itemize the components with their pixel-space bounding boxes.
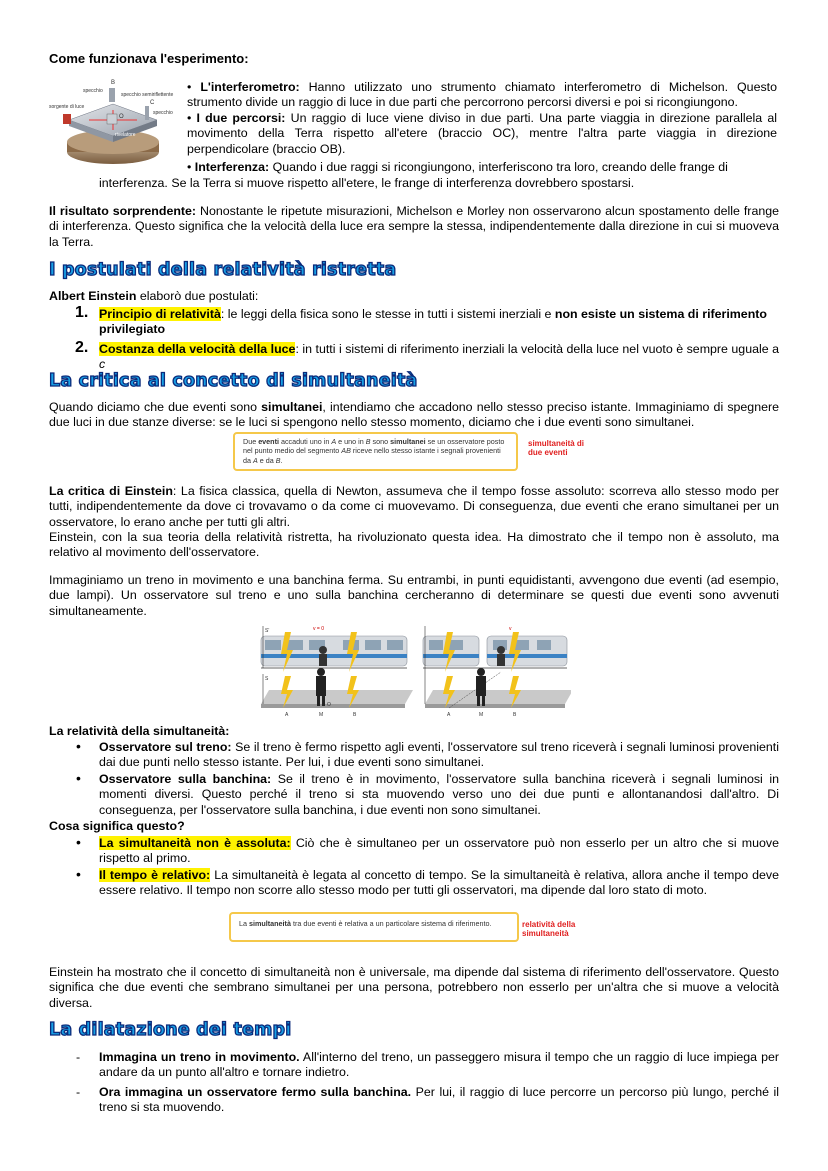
item-interferometro: • L'interferometro: Hanno utilizzato uno strumento chiamato interferometro di Michelson. Questo strumento divide un raggio di luce in due parti che percorrono percorsi diversi e poi si ricongiungono. bbox=[187, 80, 777, 110]
fig-label-o: O bbox=[119, 114, 124, 120]
c1-c: accaduti uno in bbox=[278, 437, 332, 446]
cosa-item-2-label: Il tempo è relativo: bbox=[99, 868, 211, 882]
c1-n: B bbox=[275, 455, 281, 465]
text-interferenza-2: interferenza. Se la Terra si muove rispetto all'etere, le frange di interferenza dovrebbero spostarsi. bbox=[99, 176, 635, 190]
label-interferenza: Interferenza: bbox=[194, 160, 270, 174]
interferometer-figure bbox=[49, 76, 177, 168]
callout-simultaneita bbox=[233, 432, 518, 471]
c2-a: La bbox=[239, 919, 249, 928]
item-percorsi: • I due percorsi: Un raggio di luce viene diviso in due parti. Una parte viaggia in direzione parallela al movimento della Terra rispetto all'etere (braccio OC), mentre l'altra parte viaggia in direzione perpendicolare (braccio OB). bbox=[187, 111, 777, 156]
text-percorsi: Un raggio di luce viene diviso in due parti. Una parte viaggia in direzione parallela al movimento della Terra rispetto all'etere (braccio OC), mentre l'altra parte viaggia in direzione perpendicolare (braccio OB). bbox=[187, 111, 777, 156]
postulato-1-label: Principio di relatività bbox=[99, 307, 221, 321]
rel-title: La relatività della simultaneità: bbox=[49, 724, 230, 738]
cosa-bullet-2: • bbox=[76, 866, 81, 882]
cosa-item-2 bbox=[99, 868, 779, 899]
rel-item-2-text: Se il treno è in movimento, l'osservatore sulla banchina riceverà i segnali luminosi in momenti diversi. Questo perché il treno si sta muovendo verso uno dei due punti e allontanandosi dall'altro. Di conseguenza, per l'osservatore sulla banchina, i due eventi non sono simultanei. bbox=[99, 772, 779, 817]
intro-text: elaborò due postulati: bbox=[136, 289, 259, 303]
c1-i: se un osservatore posto nel punto medio del segmento bbox=[243, 437, 505, 456]
callout-relativita bbox=[229, 912, 519, 942]
c2-c: tra due eventi è relativa a un particolare sistema di riferimento. bbox=[290, 919, 492, 928]
rel-item-1-text: Se il treno è fermo rispetto agli eventi, l'osservatore sul treno riceverà i segnali luminosi provenienti dai due punti nello stesso istante. Per lui, i due eventi sono simultanei. bbox=[99, 740, 779, 770]
train-label-v0: v = 0 bbox=[313, 626, 324, 632]
p1-simultanei: simultanei bbox=[261, 400, 323, 414]
postulato-2 bbox=[99, 342, 779, 373]
label-einstein: La critica di Einstein bbox=[49, 484, 173, 498]
section-title-esperimento: Come funzionava l'esperimento: bbox=[49, 51, 249, 66]
rel-item-1-label: Osservatore sul treno: bbox=[99, 740, 232, 754]
item-interferenza: • Interferenza: Quando i due raggi si ricongiungono, interferiscono tra loro, creando delle frange di bbox=[187, 160, 728, 174]
intro-einstein: Albert Einstein bbox=[49, 289, 137, 303]
train-label-b: B bbox=[353, 712, 357, 718]
fig-label-specchio-semi: specchio semiriflettente bbox=[121, 92, 174, 98]
fig-label-specchio-top: specchio bbox=[83, 88, 103, 94]
train-label-s: S bbox=[265, 676, 269, 682]
paragraph-conclusione: Einstein ha mostrato che il concetto di simultaneità non è universale, ma dipende dal sistema di riferimento dell'osservatore. Questo significa che due eventi che sembrano simultanei per una persona, potrebbero non esserlo per un'altra che si muove a velocità diversa. bbox=[49, 965, 779, 1010]
train-panel-left bbox=[261, 626, 413, 718]
cosa-item-1 bbox=[99, 836, 779, 867]
paragraph-einstein-2: Einstein, con la sua teoria della relatività ristretta, ha rivoluzionato questa idea. Ha dimostrato che il tempo non è assoluto, ma relativo al movimento dell'osservatore. bbox=[49, 530, 779, 560]
c1-l: A bbox=[253, 455, 258, 465]
c1-k: riceve nello stesso istante i segnali provenienti da bbox=[243, 446, 501, 465]
callout-label-simultaneita: simultaneità di due eventi bbox=[528, 439, 585, 457]
rel-item-2 bbox=[99, 772, 779, 818]
cosa-bullet-1: • bbox=[76, 834, 81, 850]
train-label-m2: M bbox=[479, 712, 484, 718]
paragraph-treno: Immaginiamo un treno in movimento e una banchina ferma. Su entrambi, in punti equidistanti, avvengono due eventi (ad esempio, due lampi). Un osservatore sul treno e uno sulla banchina cercheranno di determinare se questi due eventi sono avvenuti simultaneamente. bbox=[49, 573, 779, 618]
callout-label-relativita: relatività della simultaneità bbox=[522, 920, 576, 938]
fig-label-c: C bbox=[150, 100, 155, 106]
rel-item-1 bbox=[99, 740, 779, 771]
dil-item-2-label: Ora immagina un osservatore fermo sulla banchina. bbox=[99, 1085, 412, 1099]
train-figure bbox=[257, 624, 571, 718]
p1-a: Quando diciamo che due eventi sono bbox=[49, 400, 262, 414]
text-interferometro: Hanno utilizzato uno strumento chiamato interferometro di Michelson. Questo strumento divide un raggio di luce in due parti che percorrono percorsi diversi e poi si ricongiungono. bbox=[187, 80, 777, 110]
rel-item-2-label: Osservatore sulla banchina: bbox=[99, 772, 272, 786]
cosa-item-1-text: Ciò che è simultaneo per un osservatore può non esserlo per un altro che si muove rispetto al primo. bbox=[99, 836, 779, 866]
heading-postulati: I postulati della relatività ristretta bbox=[49, 260, 397, 280]
c1-m: e da bbox=[257, 455, 276, 465]
c1-g: sono bbox=[370, 437, 391, 446]
train-label-v: v bbox=[509, 626, 512, 632]
dil-item-1-text: All'interno del treno, un passeggero misura il tempo che un raggio di luce impiega per andare da un punto all'altro e tornare indietro. bbox=[99, 1050, 779, 1080]
train-label-b2: B bbox=[513, 712, 517, 718]
fig-label-specchio-right: specchio bbox=[153, 110, 173, 116]
c1-e: e uno in bbox=[336, 437, 366, 446]
postulato-1-bold: non esiste un sistema di riferimento privilegiato bbox=[99, 307, 767, 337]
c1-d: A bbox=[331, 437, 337, 446]
label-percorsi: I due percorsi: bbox=[196, 111, 286, 125]
train-label-a2: A bbox=[447, 712, 451, 718]
paragraph-risultato bbox=[49, 204, 779, 250]
dil-dash-2: - bbox=[76, 1085, 81, 1099]
cosa-item-1-label: La simultaneità non è assoluta: bbox=[99, 836, 291, 850]
dil-item-2 bbox=[99, 1085, 779, 1116]
paragraph-simultanei bbox=[49, 400, 779, 431]
fig-label-b: B bbox=[111, 80, 116, 86]
fig-label-rivelatore: rivelatore bbox=[115, 132, 136, 138]
train-label-m: M bbox=[319, 712, 324, 718]
text-risultato: Nonostante le ripetute misurazioni, Michelson e Morley non osservarono alcun spostamento delle frange di interferenza. Questo significa che la velocità della luce era sempre la stessa, indipendentemente dalla direzione in cui si muoveva la Terra. bbox=[49, 204, 780, 249]
train-label-a: A bbox=[285, 712, 289, 718]
c1-j: AB bbox=[341, 446, 351, 456]
c1-b: eventi bbox=[258, 437, 279, 446]
postulato-2-text: : in tutti i sistemi di riferimento inerziali la velocità della luce nel vuoto è sempre uguale a bbox=[295, 342, 780, 356]
dil-item-2-text: Per lui, il raggio di luce percorre un percorso più lungo, perché il treno si sta muovendo. bbox=[99, 1085, 780, 1115]
c1-h: simultanei bbox=[390, 437, 426, 446]
heading-critica: La critica al concetto di simultaneità bbox=[49, 371, 418, 391]
text-interferenza-1: Quando i due raggi si ricongiungono, interferiscono tra loro, creando delle frange di bbox=[269, 160, 728, 174]
dil-item-1-label: Immagina un treno in movimento. bbox=[99, 1050, 300, 1064]
label-interferometro: L'interferometro: bbox=[200, 80, 300, 94]
paragraph-einstein bbox=[49, 484, 779, 530]
train-label-sp: S' bbox=[265, 628, 270, 634]
dil-item-1 bbox=[99, 1050, 779, 1081]
postulato-1 bbox=[99, 307, 779, 338]
postulato-1-text: : le leggi della fisica sono le stesse in tutti i sistemi inerziali e bbox=[220, 307, 555, 321]
text-einstein: : La fisica classica, quella di Newton, assumeva che il tempo fosse assoluto: scorreva allo stesso modo per tutti, indipendentemente da dove ci trovavamo o da come ci muovevamo. Di conseguenza, due eventi che erano simultanei per un osservatore, lo erano anche per tutti gli altri. bbox=[49, 484, 779, 529]
train-label-o: O bbox=[327, 702, 331, 708]
postulato-2-label: Costanza della velocità della luce bbox=[99, 342, 296, 356]
heading-dilatazione: La dilatazione dei tempi bbox=[49, 1020, 292, 1040]
label-risultato: Il risultato sorprendente: bbox=[49, 204, 197, 218]
c1-f: B bbox=[365, 437, 371, 446]
c1-o: . bbox=[280, 455, 283, 465]
postulato-2-italic: c bbox=[99, 357, 106, 372]
dil-dash-1: - bbox=[76, 1050, 81, 1064]
rel-bullet-1: • bbox=[76, 738, 81, 754]
fig-label-sorgente: sorgente di luce bbox=[49, 104, 85, 110]
cosa-title: Cosa significa questo? bbox=[49, 819, 185, 833]
postulato-2-number: 2. bbox=[75, 339, 89, 356]
postulati-intro bbox=[49, 289, 258, 304]
c1-a: Due bbox=[243, 437, 259, 446]
p1-c: , intendiamo che accadono nello stesso preciso istante. Immaginiamo di spegnere due luci in due stanze diverse: se le luci si spengono nello stesso momento, diciamo che i due eventi sono simultanei. bbox=[49, 400, 779, 430]
rel-bullet-2: • bbox=[76, 770, 81, 786]
cosa-item-2-text: La simultaneità è legata al concetto di tempo. Se la simultaneità è relativa, allora anche il tempo deve essere relativo. Il tempo non scorre allo stesso modo per tutti gli osservatori, ma dipende dal loro stato di moto. bbox=[99, 868, 779, 898]
train-panel-right bbox=[423, 626, 571, 718]
postulato-1-number: 1. bbox=[75, 304, 89, 321]
c2-b: simultaneità bbox=[249, 919, 291, 928]
